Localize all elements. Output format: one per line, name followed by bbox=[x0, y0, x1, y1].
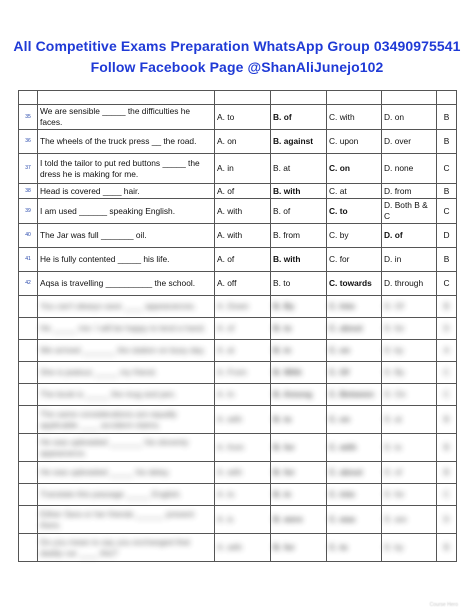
option-a: A. with bbox=[215, 406, 271, 434]
option-c: C. with bbox=[327, 105, 382, 130]
option-c: C. to bbox=[327, 534, 382, 562]
option-d: D. for bbox=[382, 484, 437, 506]
answer-key: C bbox=[437, 384, 457, 406]
option-b: B. to bbox=[271, 318, 327, 340]
option-b: B. in bbox=[271, 484, 327, 506]
option-b: B. for bbox=[271, 434, 327, 462]
question-number bbox=[19, 534, 38, 562]
option-b: B. of bbox=[271, 199, 327, 224]
option-a: A. with bbox=[215, 199, 271, 224]
question-text: The same considerations are equally applicable ____ accident claims. bbox=[38, 406, 215, 434]
table-row bbox=[19, 154, 457, 184]
question-text: I am used ______ speaking English. bbox=[38, 199, 215, 224]
page-header bbox=[0, 36, 474, 78]
footer-watermark: Course Hero bbox=[429, 602, 458, 608]
question-text: Either Sara or her friends ______ present there. bbox=[38, 506, 215, 534]
option-b: B. Among bbox=[271, 384, 327, 406]
table-row bbox=[19, 272, 457, 296]
table-row bbox=[19, 248, 457, 272]
option-b: B. were bbox=[271, 506, 327, 534]
blurred-table-row bbox=[19, 340, 457, 362]
option-a: A. of bbox=[215, 248, 271, 272]
option-c: C. about bbox=[327, 318, 382, 340]
option-c: C. was bbox=[327, 506, 382, 534]
option-a: A. From bbox=[215, 362, 271, 384]
table-row bbox=[19, 105, 457, 130]
option-b: B. for bbox=[271, 462, 327, 484]
answer-key: B bbox=[437, 248, 457, 272]
answer-key: B bbox=[437, 534, 457, 562]
option-a: A. with bbox=[215, 534, 271, 562]
option-a: A. with bbox=[215, 462, 271, 484]
blurred-table-row bbox=[19, 434, 457, 462]
option-a: A. on bbox=[215, 130, 271, 154]
question-text: The Jar was full _______ oil. bbox=[38, 224, 215, 248]
option-d: D. By bbox=[382, 362, 437, 384]
answer-key: B bbox=[437, 406, 457, 434]
option-d: D. at bbox=[382, 406, 437, 434]
question-number bbox=[19, 434, 38, 462]
question-number bbox=[19, 91, 38, 105]
answer-key bbox=[437, 91, 457, 105]
option-a: A. in bbox=[215, 154, 271, 184]
option-b: B. in bbox=[271, 340, 327, 362]
question-number bbox=[19, 296, 38, 318]
option-a bbox=[215, 91, 271, 105]
question-text: He was upbraided _____ his delay. bbox=[38, 462, 215, 484]
table-row bbox=[19, 199, 457, 224]
question-text: He is fully contented _____ his life. bbox=[38, 248, 215, 272]
option-a: A. of bbox=[215, 318, 271, 340]
option-c: C. on bbox=[327, 154, 382, 184]
header-facebook-line: Follow Facebook Page @ShanAliJunejo102 bbox=[90, 59, 384, 75]
option-a: A. to bbox=[215, 484, 271, 506]
option-c: C. with bbox=[327, 434, 382, 462]
option-d: D. by bbox=[382, 340, 437, 362]
option-c: C. by bbox=[327, 224, 382, 248]
answer-key: B bbox=[437, 105, 457, 130]
option-a: A. of bbox=[215, 184, 271, 199]
table-row bbox=[19, 224, 457, 248]
question-number: 41 bbox=[19, 248, 38, 272]
option-c: C. for bbox=[327, 248, 382, 272]
option-b: B. against bbox=[271, 130, 327, 154]
question-number bbox=[19, 362, 38, 384]
option-d: D. through bbox=[382, 272, 437, 296]
option-a: A. In bbox=[215, 384, 271, 406]
blurred-table-row bbox=[19, 318, 457, 340]
option-a: A. off bbox=[215, 272, 271, 296]
blurred-table-row bbox=[19, 384, 457, 406]
question-text: We arrived _______ the station on busy day. bbox=[38, 340, 215, 362]
question-text: I told the tailor to put red buttons _____ the dress he is making for me. bbox=[38, 154, 215, 184]
blurred-table-row bbox=[19, 296, 457, 318]
option-b: B. By bbox=[271, 296, 327, 318]
option-a: A. at bbox=[215, 340, 271, 362]
option-c: C. on bbox=[327, 340, 382, 362]
option-d: D. over bbox=[382, 130, 437, 154]
option-d: D. On bbox=[382, 384, 437, 406]
question-number: 42 bbox=[19, 272, 38, 296]
option-d: D. of bbox=[382, 462, 437, 484]
option-c: C. at bbox=[327, 184, 382, 199]
option-d: D. on bbox=[382, 105, 437, 130]
question-number bbox=[19, 406, 38, 434]
question-number: 38 bbox=[19, 184, 38, 199]
answer-key: D bbox=[437, 224, 457, 248]
option-a: A. with bbox=[215, 224, 271, 248]
answer-key: D bbox=[437, 318, 457, 340]
question-number: 37 bbox=[19, 154, 38, 184]
question-text: Translate this passage _____ English. bbox=[38, 484, 215, 506]
question-text bbox=[38, 91, 215, 105]
blurred-preview-section bbox=[19, 296, 457, 562]
option-c: C. Between bbox=[327, 384, 382, 406]
question-text: Head is covered ____ hair. bbox=[38, 184, 215, 199]
blurred-table-row bbox=[19, 406, 457, 434]
blurred-table-row bbox=[19, 506, 457, 534]
answer-key: B bbox=[437, 462, 457, 484]
answer-key: B bbox=[437, 130, 457, 154]
question-number bbox=[19, 462, 38, 484]
option-b: B. to bbox=[271, 272, 327, 296]
table-row bbox=[19, 91, 457, 105]
option-b: B. to bbox=[271, 406, 327, 434]
option-c: C. Into bbox=[327, 296, 382, 318]
option-a: A. to bbox=[215, 105, 271, 130]
question-text: We are sensible _____ the difficulties he faces. bbox=[38, 105, 215, 130]
question-number bbox=[19, 340, 38, 362]
option-d: D. from bbox=[382, 184, 437, 199]
option-a: A. Down bbox=[215, 296, 271, 318]
blurred-table-row bbox=[19, 362, 457, 384]
option-b: B. with bbox=[271, 184, 327, 199]
option-d bbox=[382, 91, 437, 105]
blurred-table-row bbox=[19, 534, 457, 562]
header-whatsapp-line: All Competitive Exams Preparation WhatsApp Group 03490975541 bbox=[13, 38, 461, 54]
answer-key: C bbox=[437, 362, 457, 384]
option-b: B. of bbox=[271, 105, 327, 130]
question-number bbox=[19, 506, 38, 534]
question-number: 39 bbox=[19, 199, 38, 224]
option-c: C. into bbox=[327, 484, 382, 506]
answer-key: C bbox=[437, 154, 457, 184]
question-text: Aqsa is travelling __________ the school. bbox=[38, 272, 215, 296]
table-row bbox=[19, 130, 457, 154]
option-c: C. Of bbox=[327, 362, 382, 384]
option-c: C. towards bbox=[327, 272, 382, 296]
answer-key: B bbox=[437, 434, 457, 462]
answer-key: C bbox=[437, 199, 457, 224]
option-c: C. to bbox=[327, 199, 382, 224]
option-a: A. from bbox=[215, 434, 271, 462]
question-text: You can't always save ____ appearances. bbox=[38, 296, 215, 318]
blurred-table-row bbox=[19, 462, 457, 484]
question-number: 36 bbox=[19, 130, 38, 154]
option-b: B. with bbox=[271, 248, 327, 272]
question-number bbox=[19, 318, 38, 340]
answer-key: D bbox=[437, 506, 457, 534]
option-d: D. to bbox=[382, 434, 437, 462]
answer-key: C bbox=[437, 272, 457, 296]
table-row bbox=[19, 184, 457, 199]
option-c bbox=[327, 91, 382, 105]
mcq-table bbox=[18, 90, 457, 562]
option-b: B. With bbox=[271, 362, 327, 384]
option-a: A. is bbox=[215, 506, 271, 534]
option-b: B. for bbox=[271, 534, 327, 562]
question-text: The wheels of the truck press __ the road. bbox=[38, 130, 215, 154]
question-text: He was upbraided _______ his sloventy appearance. bbox=[38, 434, 215, 462]
question-number: 40 bbox=[19, 224, 38, 248]
option-d: D. are bbox=[382, 506, 437, 534]
option-d: D. of bbox=[382, 224, 437, 248]
question-text: She is jealous _____ my friend. bbox=[38, 362, 215, 384]
option-d: D. none bbox=[382, 154, 437, 184]
blurred-table-row bbox=[19, 484, 457, 506]
option-c: C. on bbox=[327, 406, 382, 434]
question-number: 35 bbox=[19, 105, 38, 130]
question-number bbox=[19, 384, 38, 406]
option-d: D. by bbox=[382, 534, 437, 562]
option-c: C. about bbox=[327, 462, 382, 484]
answer-key: B bbox=[437, 184, 457, 199]
option-b bbox=[271, 91, 327, 105]
question-number bbox=[19, 484, 38, 506]
question-text: He _____ me: I will be happy to lend a hand. bbox=[38, 318, 215, 340]
answer-key: B bbox=[437, 296, 457, 318]
question-text: Do you mean to say you exchanged that daddy car ____ this? bbox=[38, 534, 215, 562]
option-b: B. at bbox=[271, 154, 327, 184]
option-d: D. in bbox=[382, 248, 437, 272]
option-c: C. upon bbox=[327, 130, 382, 154]
option-d: D. Of bbox=[382, 296, 437, 318]
option-d: D. for bbox=[382, 318, 437, 340]
option-b: B. from bbox=[271, 224, 327, 248]
question-text: The book is _____ the mug and pen. bbox=[38, 384, 215, 406]
answer-key: A bbox=[437, 340, 457, 362]
option-d: D. Both B & C bbox=[382, 199, 437, 224]
answer-key: C bbox=[437, 484, 457, 506]
